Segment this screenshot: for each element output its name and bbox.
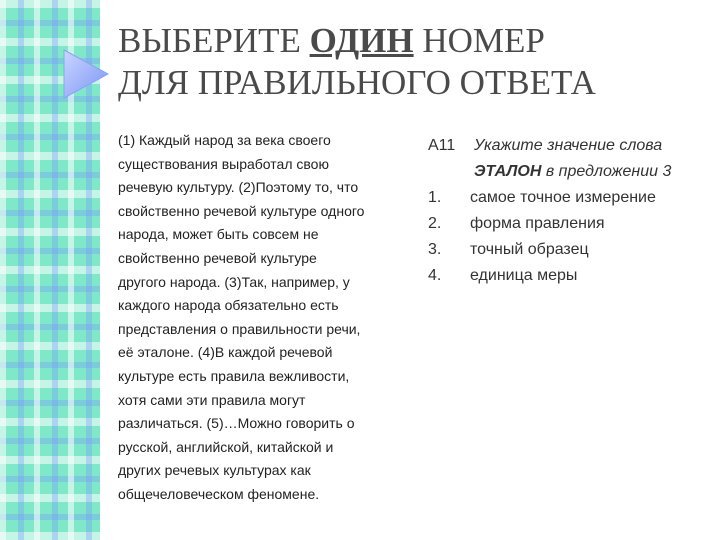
option-text: самое точное измерение bbox=[470, 189, 656, 206]
passage-line: свойственно речевой культуре одного bbox=[118, 202, 365, 219]
answer-option-2[interactable] bbox=[428, 211, 713, 237]
passage-line: других речевых культурах как bbox=[118, 462, 311, 479]
option-text: форма правления bbox=[470, 215, 605, 232]
question-prompt bbox=[474, 133, 671, 185]
passage-text bbox=[118, 129, 418, 507]
passage-line: (1) Каждый народ за века своего bbox=[118, 132, 331, 148]
option-number: 4. bbox=[428, 267, 442, 284]
question-block bbox=[428, 133, 713, 289]
title-part1: ВЫБЕРИТЕ bbox=[118, 21, 310, 60]
passage-line: другого народа. (3)Так, например, у bbox=[118, 273, 350, 290]
triangle-arrow-icon bbox=[62, 48, 110, 100]
passage-line: русской, английской, китайской и bbox=[118, 438, 334, 455]
question-prompt-line1: Укажите значение слова bbox=[474, 137, 663, 154]
passage-line: её эталоне. (4)В каждой речевой bbox=[118, 344, 333, 361]
question-number: А11 bbox=[428, 137, 456, 154]
option-text: точный образец bbox=[470, 241, 589, 258]
question-prompt-line2: в предложении 3 bbox=[541, 163, 672, 180]
passage-line: культуре есть правила вежливости, bbox=[118, 367, 350, 384]
passage-line: свойственно речевой культуре bbox=[118, 249, 317, 266]
option-number: 1. bbox=[428, 189, 442, 206]
answer-option-4[interactable] bbox=[428, 263, 713, 289]
page-title bbox=[118, 20, 708, 104]
title-highlight: ОДИН bbox=[309, 21, 414, 60]
passage-line: народа, может быть совсем не bbox=[118, 226, 319, 243]
passage-line: каждого народа обязательно есть bbox=[118, 297, 339, 314]
passage-line: речевую культуру. (2)Поэтому то, что bbox=[118, 179, 359, 196]
passage-line: существования выработал свою bbox=[118, 155, 329, 172]
question-header bbox=[428, 133, 713, 185]
option-text: единица меры bbox=[470, 267, 578, 284]
passage-line: представления о правильности речи, bbox=[118, 320, 361, 337]
title-part2: НОМЕР bbox=[413, 21, 545, 60]
passage-line: различаться. (5)…Можно говорить о bbox=[118, 415, 355, 432]
option-number: 2. bbox=[428, 215, 442, 232]
passage-line: хотя сами эти правила могут bbox=[118, 391, 306, 408]
passage-line: общечеловеческом феномене. bbox=[118, 485, 320, 502]
option-number: 3. bbox=[428, 241, 442, 258]
answer-option-3[interactable] bbox=[428, 237, 713, 263]
title-line2: ДЛЯ ПРАВИЛЬНОГО ОТВЕТА bbox=[118, 63, 596, 102]
answer-option-1[interactable] bbox=[428, 185, 713, 211]
question-keyword: ЭТАЛОН bbox=[474, 163, 542, 180]
